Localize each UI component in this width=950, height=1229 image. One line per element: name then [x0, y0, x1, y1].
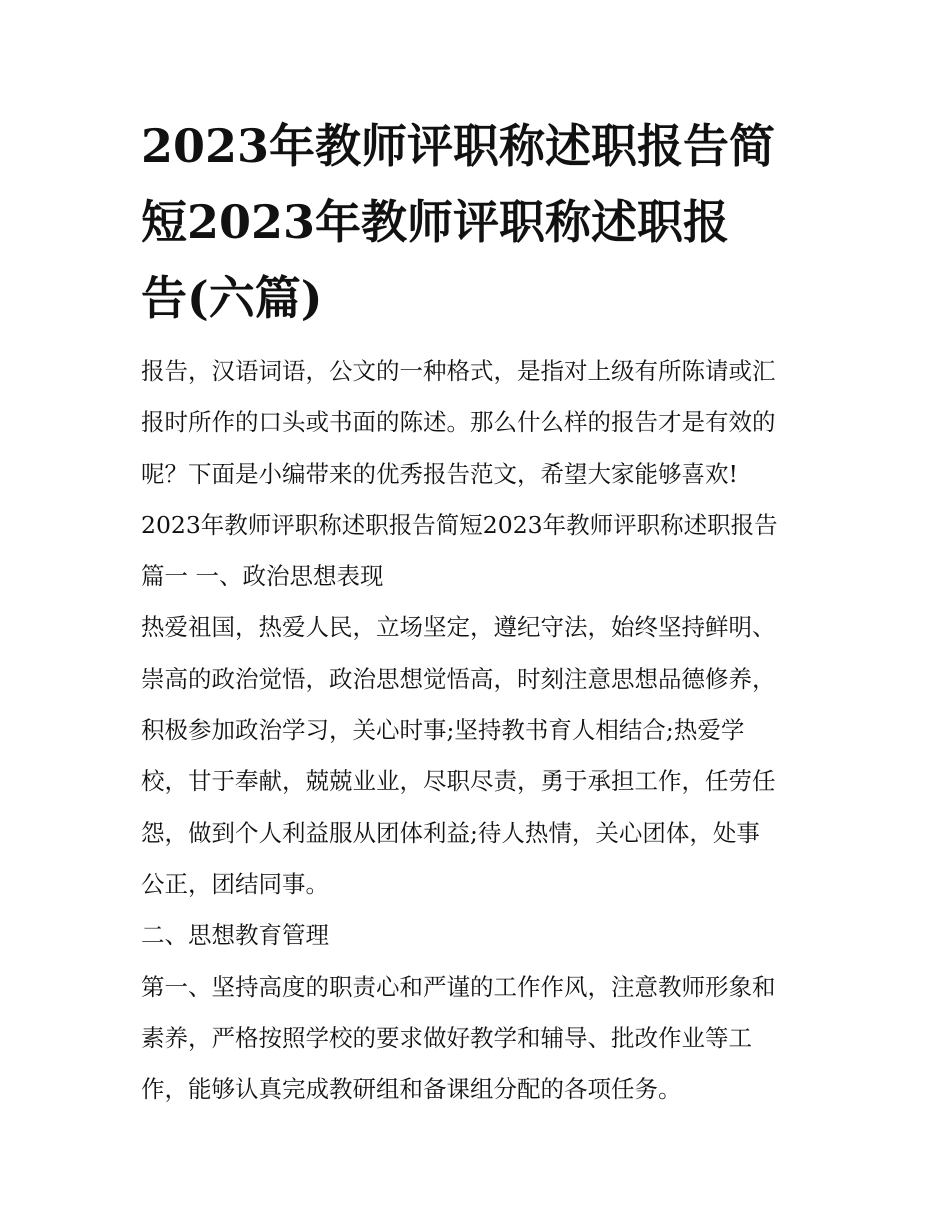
body-line-15: 作，能够认真完成教研组和备课组分配的各项任务。	[141, 1075, 682, 1104]
body-line-4: 2023年教师评职称述职报告简短2023年教师评职称述职报告	[141, 510, 778, 539]
document-body	[141, 346, 821, 1115]
body-line-1: 报告，汉语词语，公文的一种格式，是指对上级有所陈请或汇	[141, 357, 776, 385]
document-page	[141, 108, 821, 1115]
body-line-3: 呢？下面是小编带来的优秀报告范文，希望大家能够喜欢!	[141, 459, 738, 488]
body-line-13: 第一、坚持高度的职责心和严谨的工作作风，注意教师形象和	[141, 972, 776, 1001]
body-line-7: 崇高的政治觉悟，政治思想觉悟高，时刻注意思想品德修养，	[141, 664, 776, 693]
document-title	[141, 108, 821, 336]
body-line-6: 热爱祖国，热爱人民，立场坚定，遵纪守法，始终坚持鲜明、	[141, 613, 776, 642]
body-line-2: 报时所作的口头或书面的陈述。那么什么样的报告才是有效的	[141, 408, 776, 437]
body-line-8: 积极参加政治学习，关心时事;坚持教书育人相结合;热爱学	[141, 716, 745, 745]
title-line-2: 短2023年教师评职称述职报	[141, 195, 730, 249]
body-line-14: 素养，严格按照学校的要求做好教学和辅导、批改作业等工	[141, 1023, 752, 1052]
body-line-11: 公正，团结同事。	[141, 869, 329, 898]
body-line-10: 怨，做到个人利益服从团体利益;待人热情，关心团体，处事	[141, 818, 760, 847]
title-line-3: 告(六篇)	[141, 271, 323, 325]
title-line-1: 2023年教师评职称述职报告简	[141, 119, 776, 173]
section-heading-2: 二、思想教育管理	[141, 921, 329, 950]
section-heading-1: 篇一 一、政治思想表现	[141, 562, 384, 591]
body-line-9: 校，甘于奉献，兢兢业业，尽职尽责，勇于承担工作，任劳任	[141, 767, 776, 796]
